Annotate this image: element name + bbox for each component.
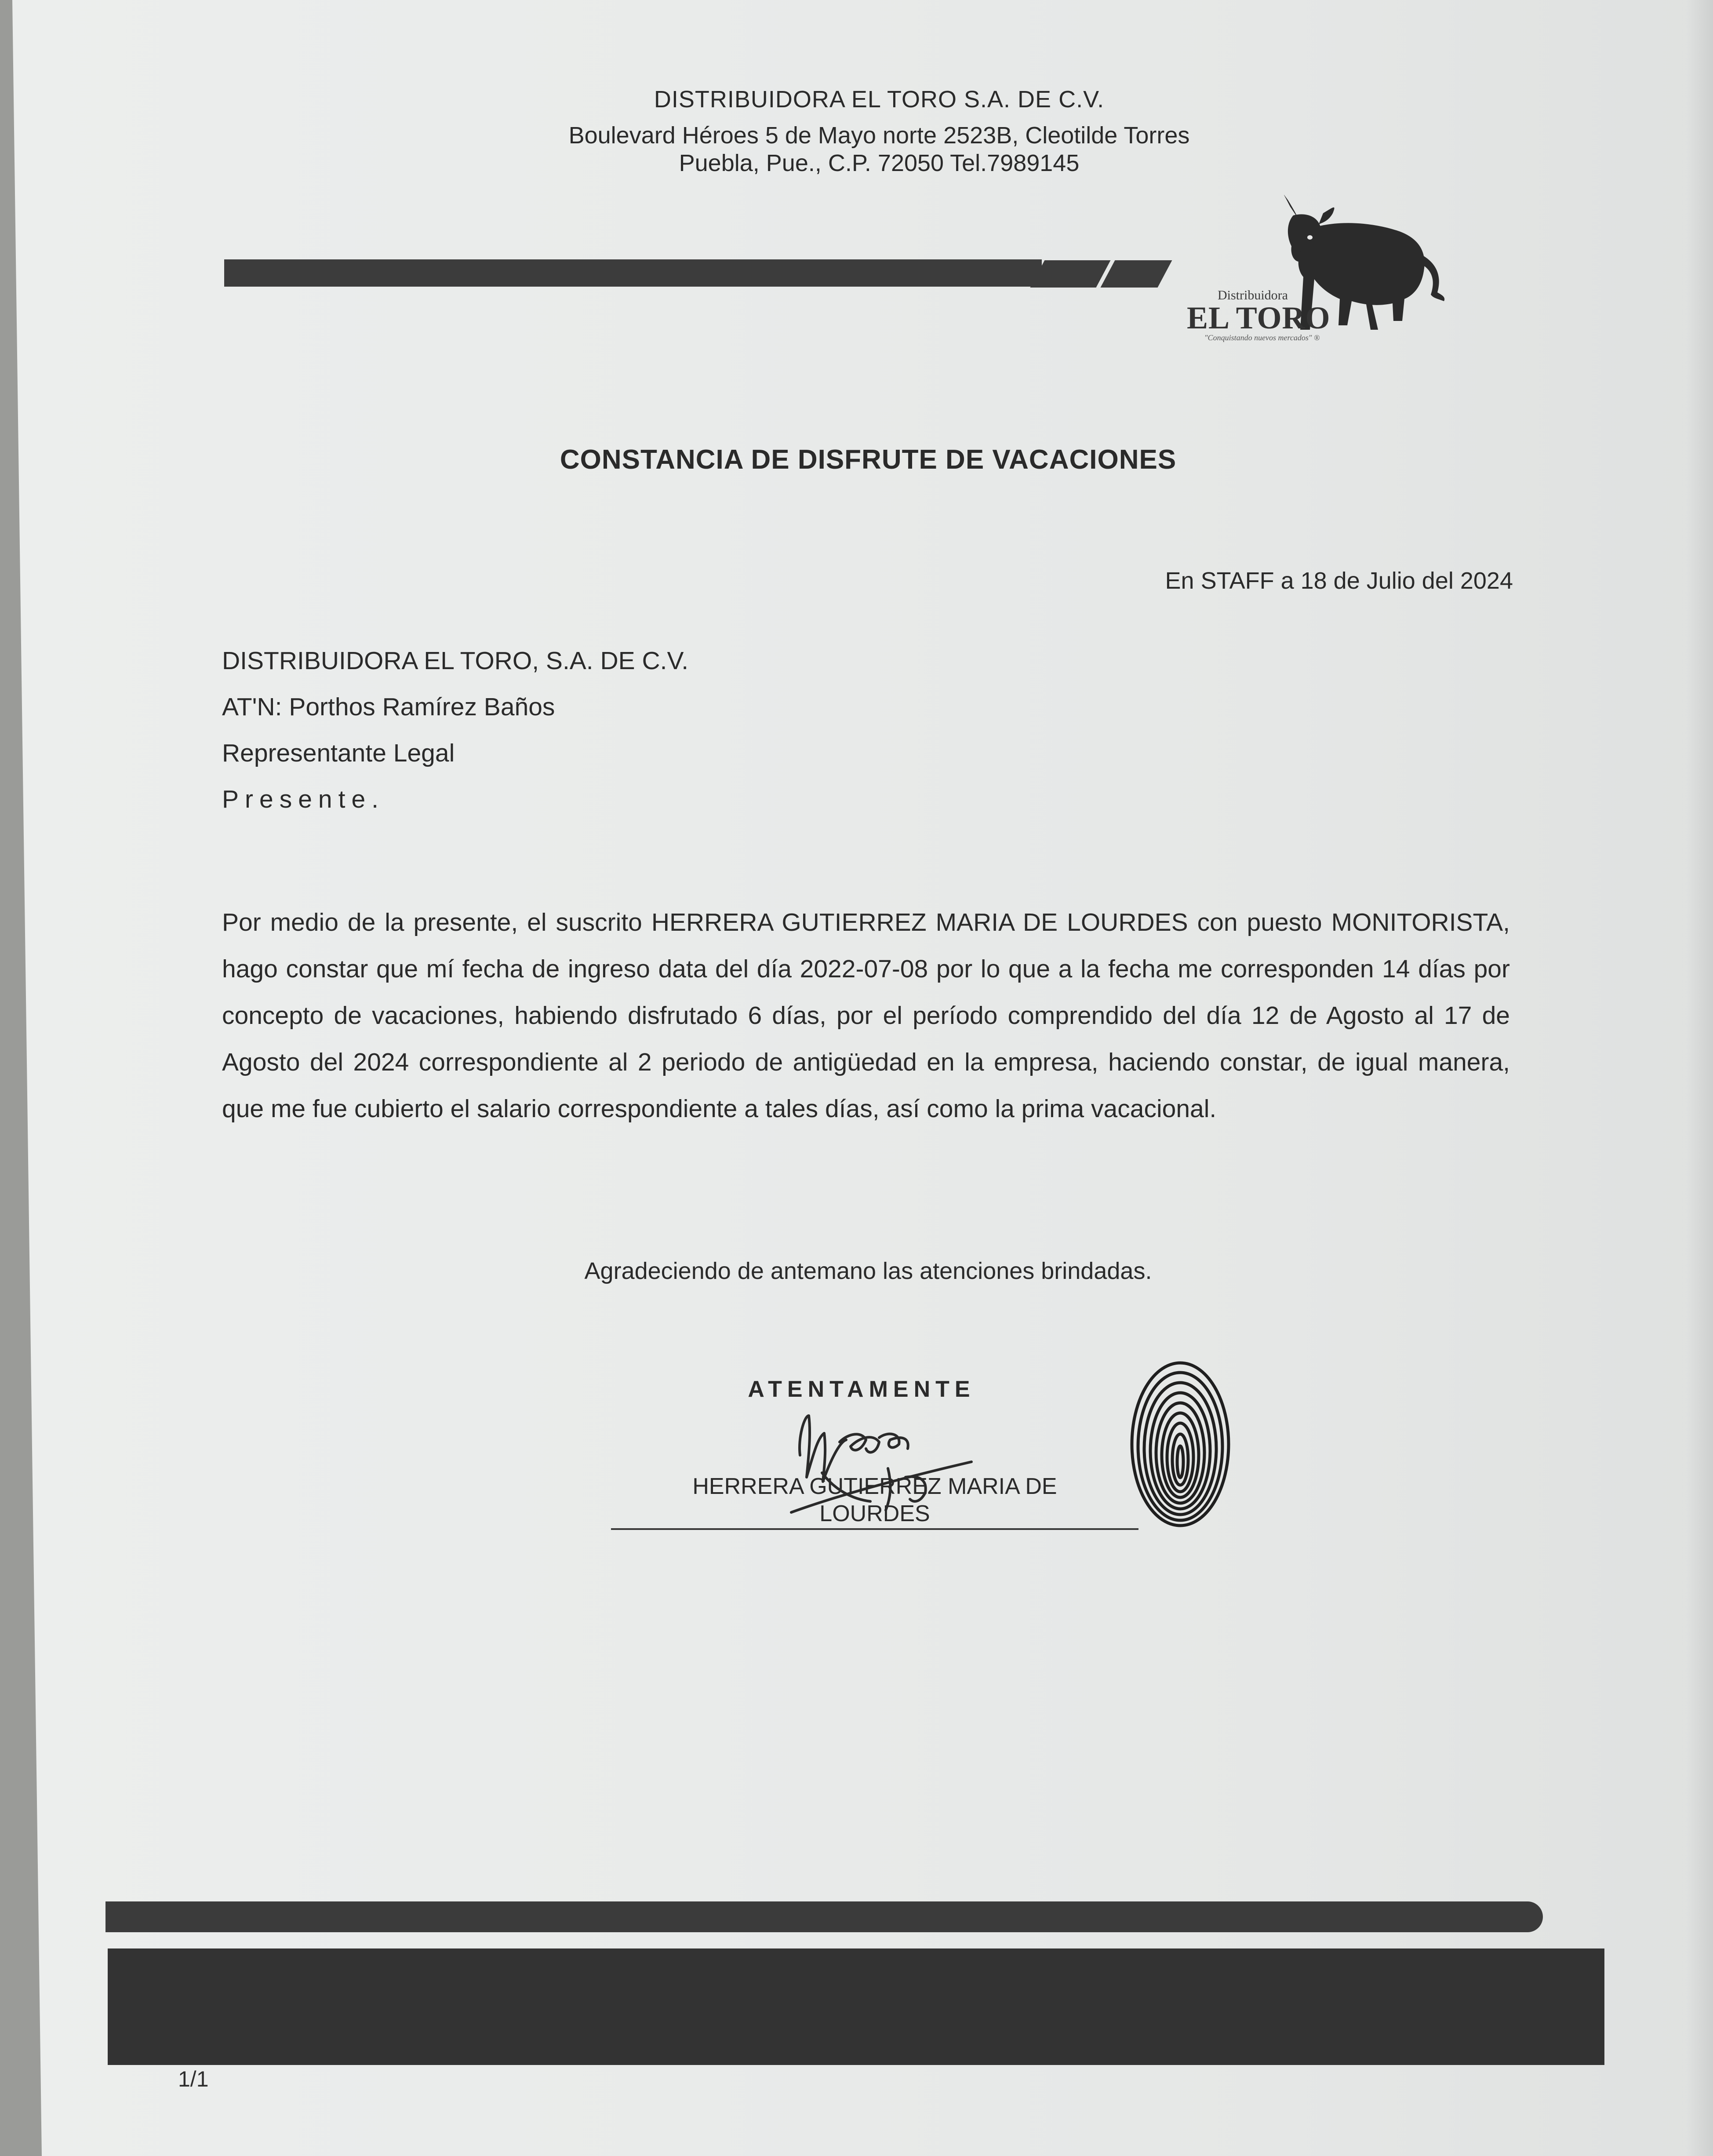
fingerprint-icon [1125, 1356, 1235, 1532]
recipient-attention: AT'N: Porthos Ramírez Baños [222, 693, 555, 721]
header-company: DISTRIBUIDORA EL TORO S.A. DE C.V. [654, 86, 1105, 113]
paper-edge-shadow [1687, 0, 1713, 2156]
page-number: 1/1 [178, 2067, 209, 2091]
logo-small-text: Distribuidora [1218, 288, 1288, 302]
signature-name-line1: HERRERA GUTIERREZ MARIA DE [692, 1474, 1057, 1499]
signature-name-line2: LOURDES [819, 1501, 930, 1526]
logo-tagline: "Conquistando nuevos mercados" ® [1204, 333, 1320, 342]
header-city: Puebla, Pue., C.P. 72050 Tel.7989145 [679, 150, 1080, 176]
document-date: En STAFF a 18 de Julio del 2024 [1165, 568, 1513, 594]
recipient-role: Representante Legal [222, 739, 455, 767]
header-address: Boulevard Héroes 5 de Mayo norte 2523B, Cleotilde Torres [568, 122, 1190, 149]
footer-decorative-bar [108, 1948, 1604, 2065]
recipient-presente: Presente. [222, 785, 385, 813]
handwritten-signature [774, 1389, 1037, 1534]
recipient-company: DISTRIBUIDORA EL TORO, S.A. DE C.V. [222, 647, 689, 675]
footer-decorative-bar-top [105, 1901, 1543, 1932]
signature-closing: ATENTAMENTE [748, 1377, 975, 1402]
body-paragraph: Por medio de la presente, el suscrito HERRERA GUTIERREZ MARIA DE LOURDES con puesto MONITORISTA, hago constar que mí fecha de ingreso data del día 2022-07-08 por lo que a la fecha me corresponden 14 días por concepto de vacaciones, habiendo disfrutado 6 días, por el período comprendido del día 12 de Agosto al 17 de Agosto del 2024 correspondiente al 2 periodo de antigüedad en la empresa, haciendo constar, de igual manera, que me fue cubierto el salario correspondiente a tales días, así como la prima vacacional. [222, 908, 1510, 1123]
thanks-line: Agradeciendo de antemano las atenciones brindadas. [584, 1258, 1152, 1284]
logo-main-text: EL TORO [1187, 300, 1331, 335]
document-title: CONSTANCIA DE DISFRUTE DE VACACIONES [560, 444, 1177, 475]
header-decorative-bar [224, 259, 1042, 287]
